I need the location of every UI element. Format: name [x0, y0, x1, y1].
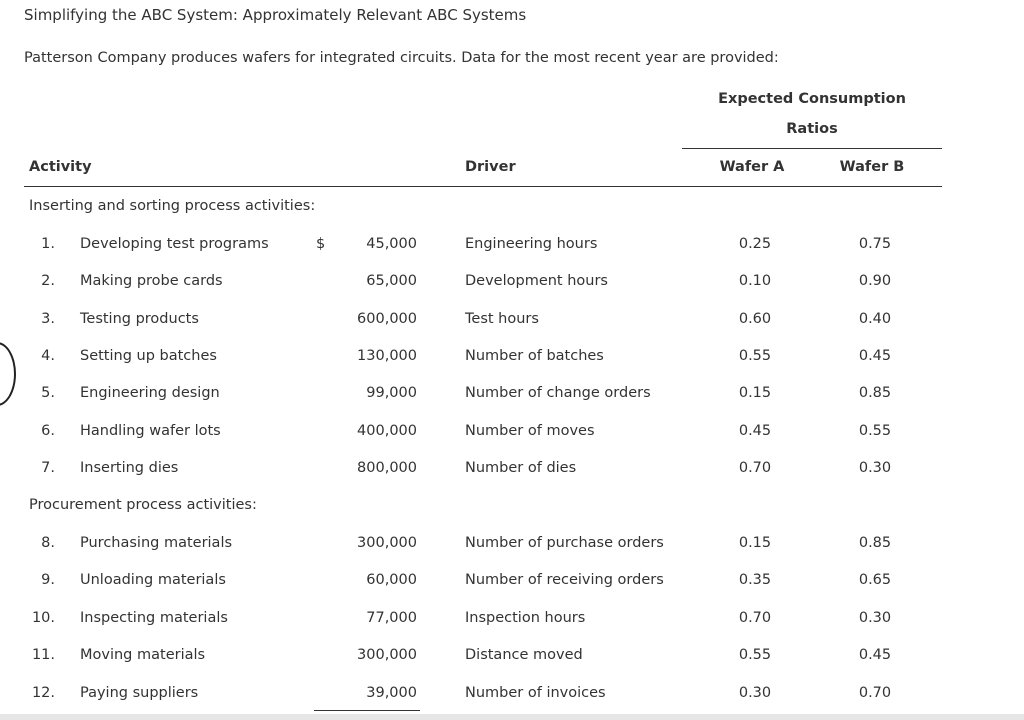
activity-cost: 39,000 [366, 685, 417, 701]
row-number: 8. [41, 535, 55, 551]
wafer-a-ratio: 0.55 [738, 348, 772, 364]
row-number: 6. [41, 423, 55, 439]
activity-driver: Development hours [465, 273, 608, 289]
activity-cost: 130,000 [357, 348, 417, 364]
ecr-underline [682, 148, 942, 149]
row-number: 10. [31, 610, 55, 626]
activity-cost: 99,000 [366, 385, 417, 401]
row-number: 4. [41, 348, 55, 364]
activity-name: Moving materials [80, 647, 206, 663]
table-row [0, 311, 1024, 333]
table-row [0, 685, 1024, 707]
row-number: 1. [41, 236, 55, 252]
wafer-b-ratio: 0.55 [858, 423, 892, 439]
table-row [0, 610, 1024, 632]
activity-cost: 800,000 [357, 460, 417, 476]
row-number: 9. [41, 572, 55, 588]
table-row [0, 348, 1024, 370]
wafer-b-ratio: 0.40 [858, 311, 892, 327]
activity-name: Developing test programs [80, 236, 269, 252]
activity-driver: Number of change orders [465, 385, 651, 401]
intro-text: Patterson Company produces wafers for integrated circuits. Data for the most recent year are provided: [24, 50, 779, 66]
wafer-b-ratio: 0.85 [858, 535, 892, 551]
wafer-a-ratio: 0.70 [738, 460, 772, 476]
currency-symbol: $ [316, 236, 326, 252]
header-activity: Activity [29, 159, 92, 175]
total-underline [314, 710, 420, 711]
row-number: 11. [31, 647, 55, 663]
table-row [0, 572, 1024, 594]
table-row [0, 535, 1024, 557]
activity-name: Handling wafer lots [80, 423, 221, 439]
activity-cost: 300,000 [357, 647, 417, 663]
bottom-scroll-edge [0, 714, 1024, 720]
ecr-header-line1: Expected Consumption [718, 91, 906, 107]
row-number: 7. [41, 460, 55, 476]
table-row [0, 460, 1024, 482]
wafer-b-ratio: 0.70 [858, 685, 892, 701]
wafer-b-ratio: 0.45 [858, 348, 892, 364]
activity-name: Unloading materials [80, 572, 226, 588]
activity-driver: Test hours [465, 311, 539, 327]
wafer-b-ratio: 0.30 [858, 610, 892, 626]
activity-driver: Number of purchase orders [465, 535, 664, 551]
row-number: 12. [31, 685, 55, 701]
section-label-procurement: Procurement process activities: [29, 497, 257, 513]
activity-name: Making probe cards [80, 273, 223, 289]
wafer-b-ratio: 0.30 [858, 460, 892, 476]
activity-cost: 45,000 [366, 236, 417, 252]
table-row [0, 273, 1024, 295]
row-number: 3. [41, 311, 55, 327]
wafer-b-ratio: 0.90 [858, 273, 892, 289]
wafer-b-ratio: 0.75 [858, 236, 892, 252]
activity-driver: Number of dies [465, 460, 577, 476]
activity-driver: Number of receiving orders [465, 572, 664, 588]
activity-name: Inspecting materials [80, 610, 228, 626]
header-wafer-b: Wafer B [839, 159, 905, 175]
activity-driver: Number of batches [465, 348, 604, 364]
activity-driver: Distance moved [465, 647, 583, 663]
activity-cost: 65,000 [366, 273, 417, 289]
activity-driver: Inspection hours [465, 610, 586, 626]
wafer-a-ratio: 0.25 [738, 236, 772, 252]
activity-cost: 600,000 [357, 311, 417, 327]
wafer-a-ratio: 0.30 [738, 685, 772, 701]
activity-cost: 400,000 [357, 423, 417, 439]
wafer-a-ratio: 0.35 [738, 572, 772, 588]
activity-name: Testing products [80, 311, 199, 327]
wafer-a-ratio: 0.55 [738, 647, 772, 663]
wafer-b-ratio: 0.45 [858, 647, 892, 663]
wafer-b-ratio: 0.65 [858, 572, 892, 588]
wafer-a-ratio: 0.15 [738, 385, 772, 401]
wafer-a-ratio: 0.70 [738, 610, 772, 626]
header-underline [24, 186, 942, 187]
activity-name: Engineering design [80, 385, 220, 401]
wafer-a-ratio: 0.60 [738, 311, 772, 327]
section-label-inserting: Inserting and sorting process activities: [29, 198, 316, 214]
wafer-a-ratio: 0.45 [738, 423, 772, 439]
row-number: 2. [41, 273, 55, 289]
table-row [0, 647, 1024, 669]
page-title: Simplifying the ABC System: Approximately Relevant ABC Systems [24, 6, 527, 24]
header-wafer-a: Wafer A [719, 159, 785, 175]
activity-driver: Number of moves [465, 423, 595, 439]
table-row [0, 423, 1024, 445]
wafer-b-ratio: 0.85 [858, 385, 892, 401]
activity-name: Paying suppliers [80, 685, 199, 701]
header-driver: Driver [465, 159, 516, 175]
ecr-header-line2: Ratios [786, 121, 838, 137]
wafer-a-ratio: 0.10 [738, 273, 772, 289]
wafer-a-ratio: 0.15 [738, 535, 772, 551]
activity-driver: Engineering hours [465, 236, 598, 252]
activity-cost: 300,000 [357, 535, 417, 551]
activity-name: Purchasing materials [80, 535, 233, 551]
row-number: 5. [41, 385, 55, 401]
activity-driver: Number of invoices [465, 685, 606, 701]
activity-cost: 77,000 [366, 610, 417, 626]
activity-name: Setting up batches [80, 348, 217, 364]
activity-name: Inserting dies [80, 460, 179, 476]
table-row [0, 385, 1024, 407]
table-row [0, 236, 1024, 258]
activity-cost: 60,000 [366, 572, 417, 588]
